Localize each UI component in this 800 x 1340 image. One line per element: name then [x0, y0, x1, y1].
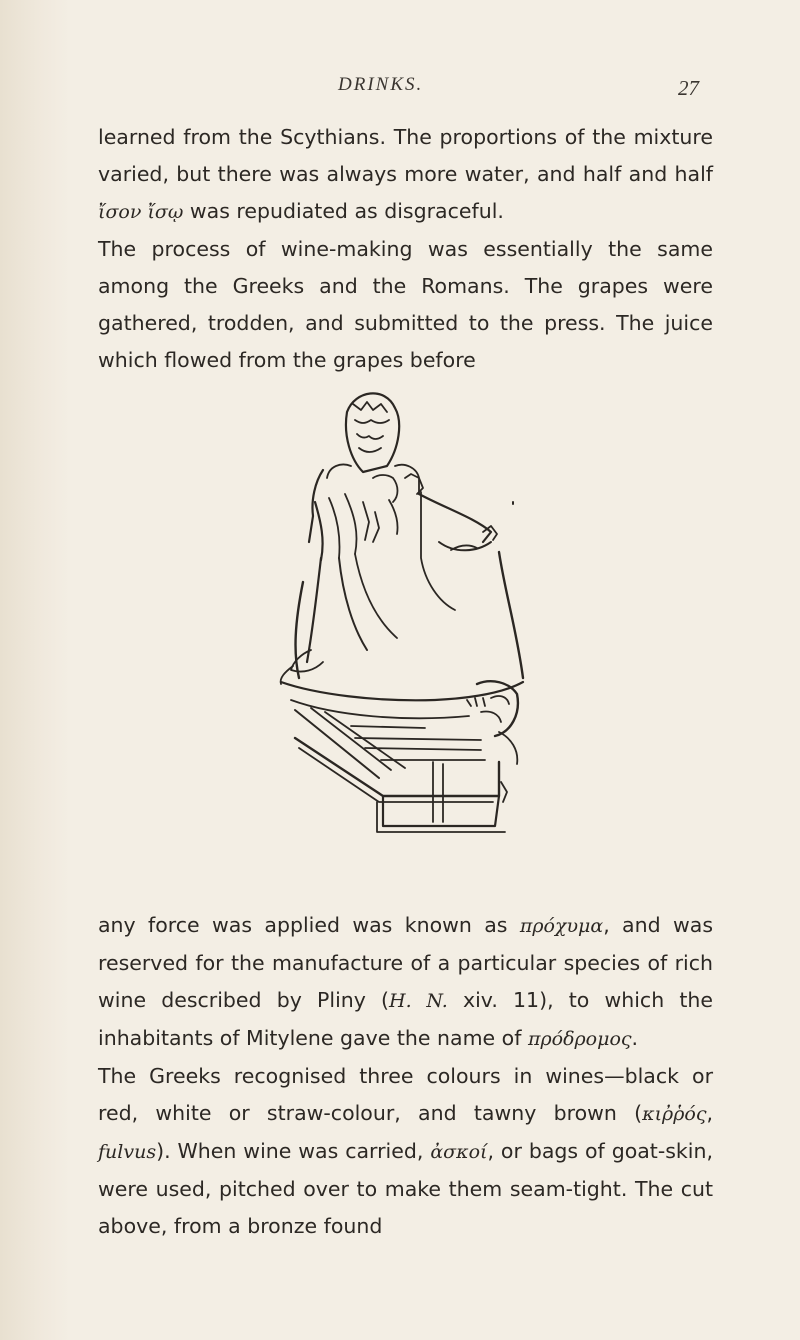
paragraph-wine-making: The process of wine-making was essentially the same among the Greeks and the Romans. The grapes were gathered, trodden, and submitted to the press. The juice which flowed from the grapes before	[98, 237, 713, 372]
page-number: 27	[678, 76, 699, 100]
paragraph-scythians: learned from the Scythians. The proportions of the mixture varied, but there was always more water, and half and half ἴσον ἴσῳ was repudiated as disgraceful.	[98, 125, 713, 223]
wine-treading-engraving-icon	[255, 382, 625, 844]
greek-kirrhos: κιῤῥός	[642, 1103, 707, 1125]
greek-prochyma: πρόχυμα	[519, 915, 604, 937]
running-title: DRINKS.	[338, 74, 424, 95]
greek-phrase: ἴσον ἴσῳ	[98, 201, 184, 223]
latin-fulvus: fulvus	[98, 1141, 157, 1163]
text-block-bottom	[98, 907, 713, 1245]
page-edge-shadow	[0, 0, 70, 1340]
paragraph-prochyma: any force was applied was known as πρόχυμα, and was reserved for the manufacture of a particular species of rich wine described by Pliny (H. N. xiv. 11), to which the inhabitants of Mitylene gave the name of πρόδρομος.	[98, 913, 713, 1050]
running-head	[0, 74, 800, 104]
ref-historia-naturalis: H. N.	[389, 990, 448, 1012]
text-block-top	[98, 119, 713, 379]
paragraph-colours: The Greeks recognised three colours in wines—black or red, white or straw-colour, and tawny brown (κιῤῥός, fulvus). When wine was carried, ἀσκοί, or bags of goat-skin, were used, pitched over to make them seam-tight. The cut above, from a bronze found	[98, 1064, 713, 1238]
greek-askoi: ἀσκοί	[430, 1141, 488, 1163]
greek-prodromos: πρόδρομος	[527, 1028, 632, 1050]
